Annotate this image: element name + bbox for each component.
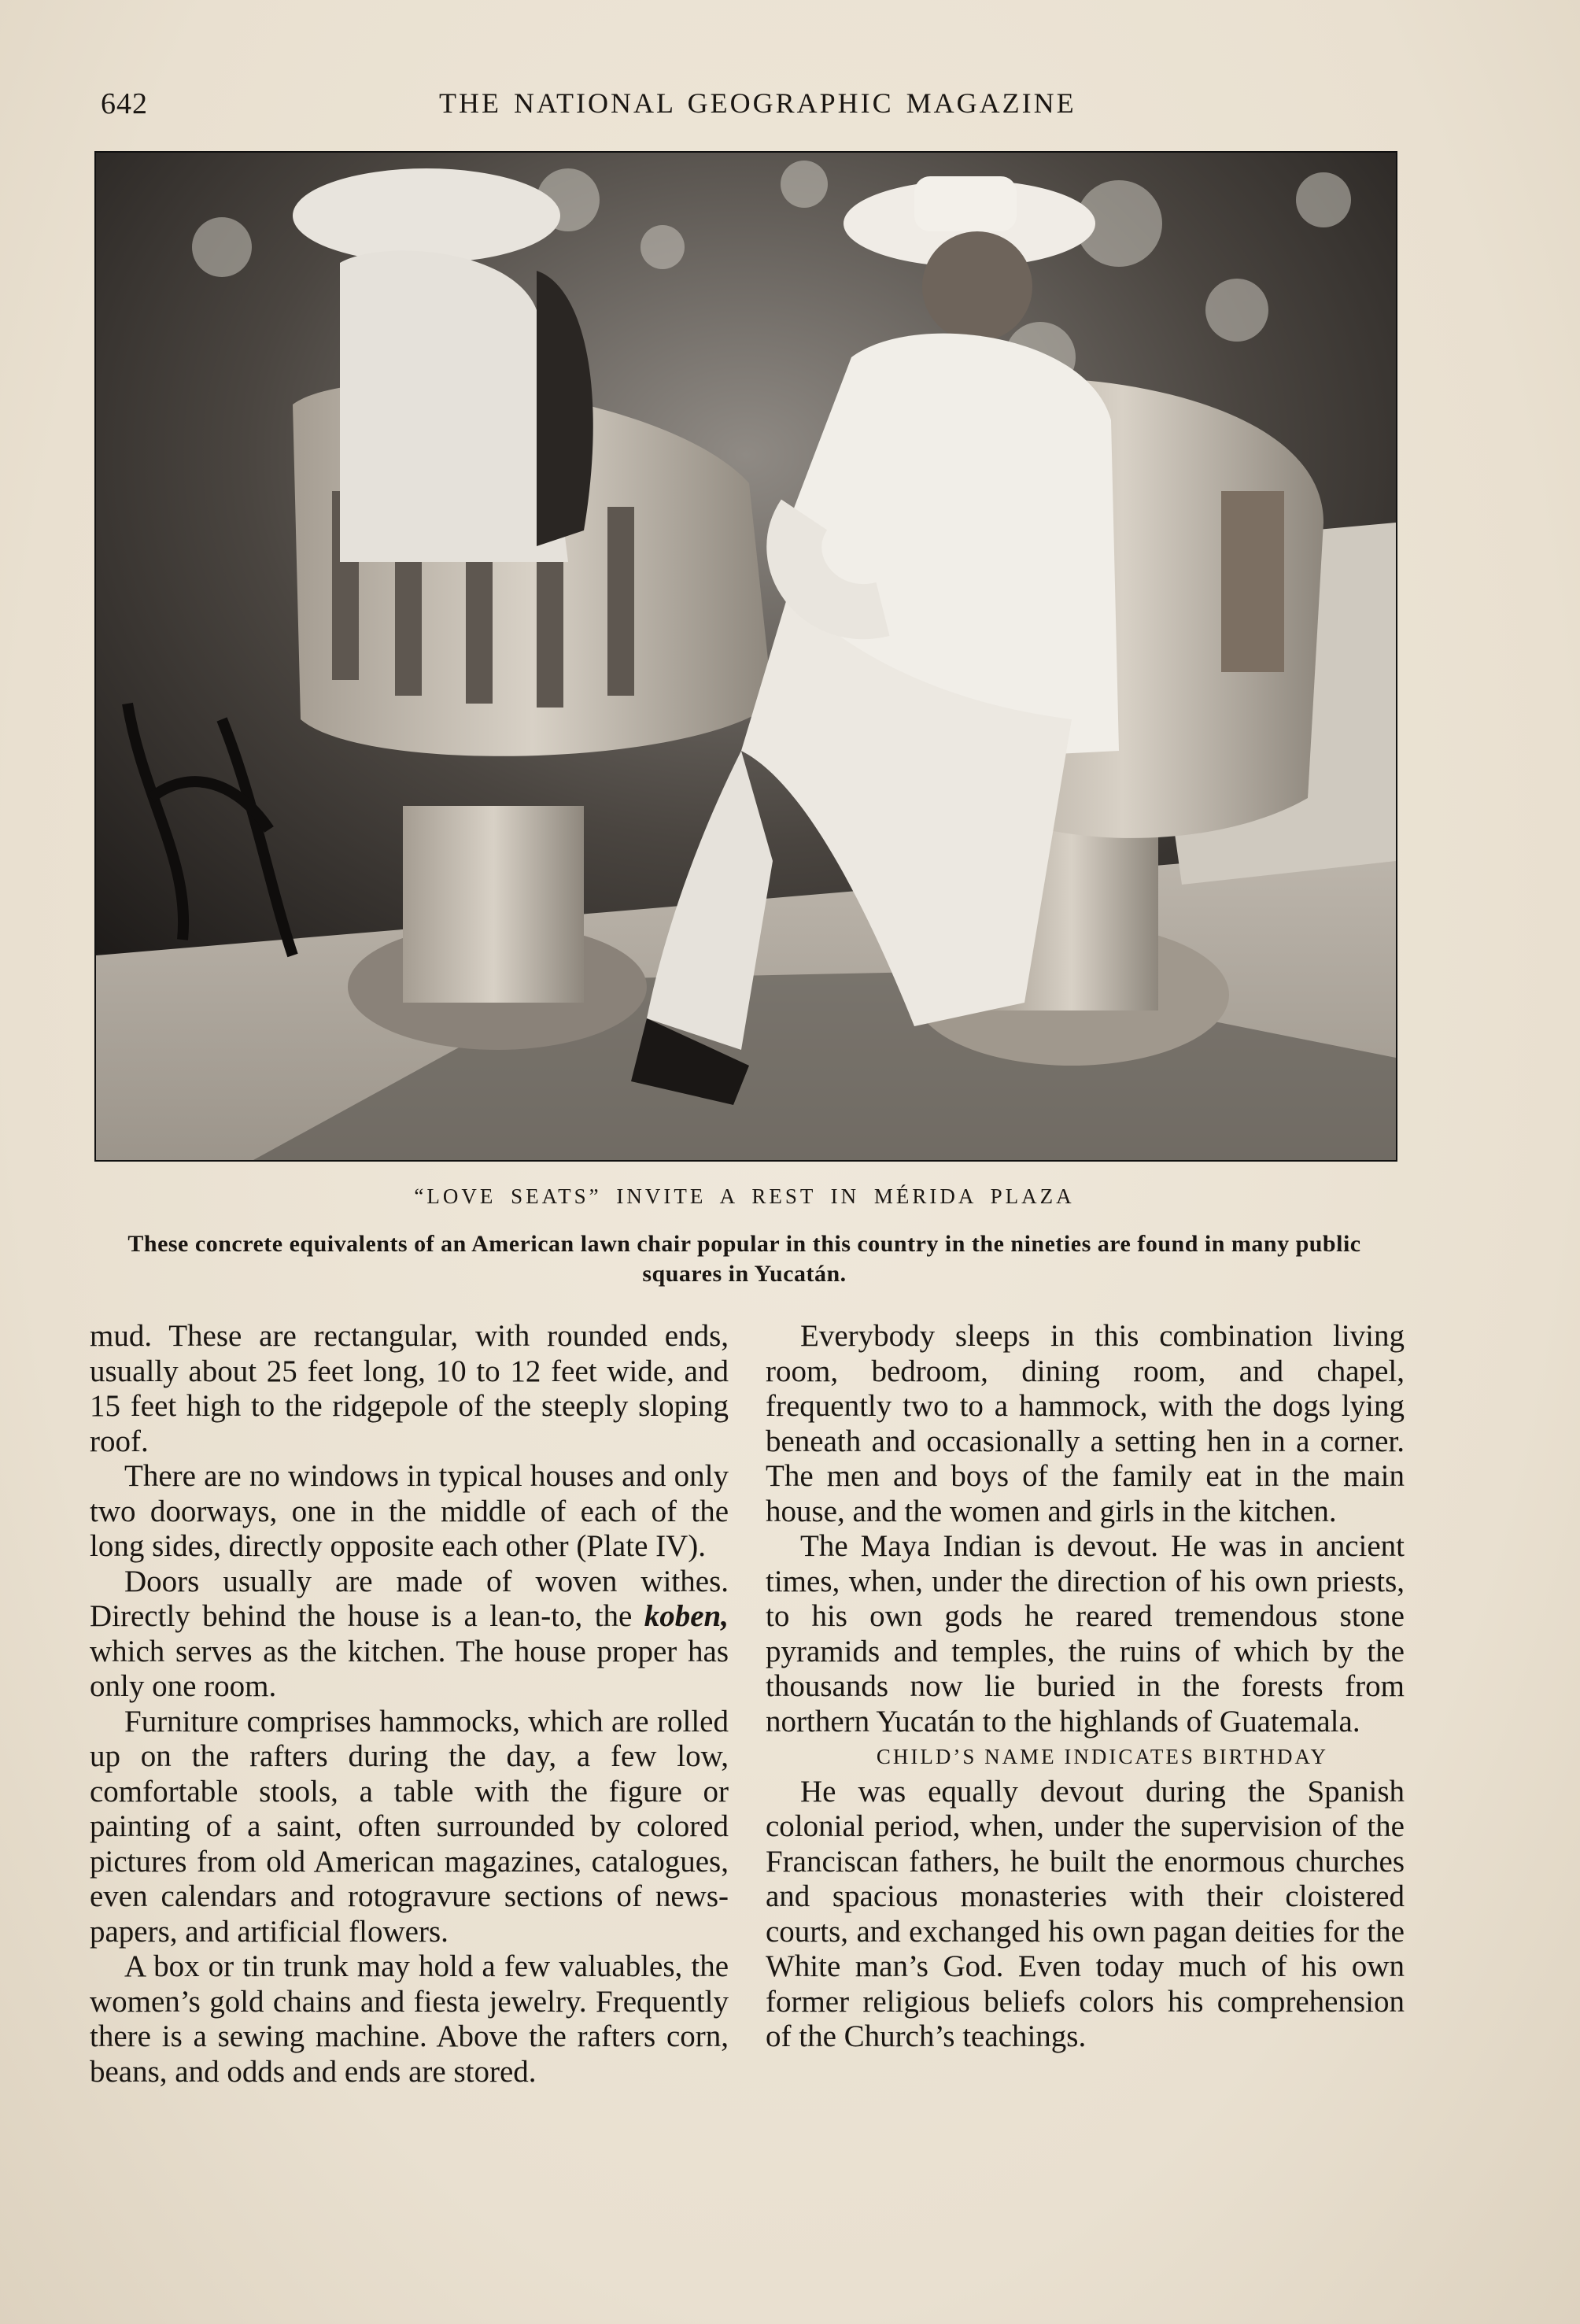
caption-body: These concrete equivalents of an American lawn chair popular in this country in the nineties are found in many public squares in Yucatán.: [127, 1231, 1361, 1287]
paragraph: Furniture comprises hammocks, which are rolled up on the rafters during the day, a few low, comfortable stools, a table with the figure or painting of a saint, often surrounded by colored pictures from old American magazines, catalogues, even calendars and rotogravure sections of newspapers, and artificial flowers.: [90, 1704, 729, 1949]
right-column: [766, 1319, 1405, 2055]
magazine-title: THE NATIONAL GEOGRAPHIC MAGAZINE: [439, 87, 1076, 119]
paragraph: [90, 1565, 729, 1705]
page-number: 642: [101, 87, 148, 120]
page-header: [101, 87, 1470, 134]
paragraph-text: which serves as the kitchen. The house proper has only one room.: [90, 1634, 729, 1703]
left-column: [90, 1319, 729, 2089]
section-subhead: CHILD’S NAME INDICATES BIRTHDAY: [876, 1745, 1329, 1768]
emphasized-term: koben,: [644, 1599, 729, 1633]
paragraph: The Maya Indian is devout. He was in ancient times, when, under the direction of his own priests, to his own gods he reared tremendous stone pyramids and temples, the ruins of which by the thousands now lie buried in the forests from northern Yucatán to the highlands of Guatemala.: [766, 1529, 1405, 1738]
caption-title: “LOVE SEATS” INVITE A REST IN MÉRIDA PLAZA: [414, 1184, 1075, 1208]
paragraph: mud. These are rectangular, with rounded ends, usually about 25 feet long, 10 to 12 feet wide, and 15 feet high to the ridgepole of the steeply sloping roof.: [90, 1319, 729, 1458]
paragraph: He was equally devout during the Spanish colonial period, when, under the supervision of the Franciscan fathers, he built the enormous churches and spacious monasteries with their cloistered courts, and exchanged his own pagan deities for the White man’s God. Even today much of his own former religious beliefs colors his comprehension of the Church’s teachings.: [766, 1774, 1405, 2053]
paragraph: Everybody sleeps in this combination living room, bedroom, dining room, and chapel, frequently two to a hammock, with the dogs lying beneath and occasionally a setting hen in a corner. The men and boys of the family eat in the main house, and the women and girls in the kitchen.: [766, 1319, 1405, 1528]
paragraph: A box or tin trunk may hold a few valuables, the women’s gold chains and fiesta jewelry. Frequently there is a sewing machine. Above the rafters corn, beans, and odds and ends are stored.: [90, 1949, 729, 2089]
plaza-photograph: [94, 151, 1397, 1162]
photo-illustration: [96, 153, 1396, 1160]
paragraph: There are no windows in typical houses and only two doorways, one in the middle of each of the long sides, directly opposite each other (Plate IV).: [90, 1459, 729, 1563]
paragraph-text: Doors usually are made of woven withes. Directly behind the house is a lean-to, the: [90, 1564, 729, 1633]
